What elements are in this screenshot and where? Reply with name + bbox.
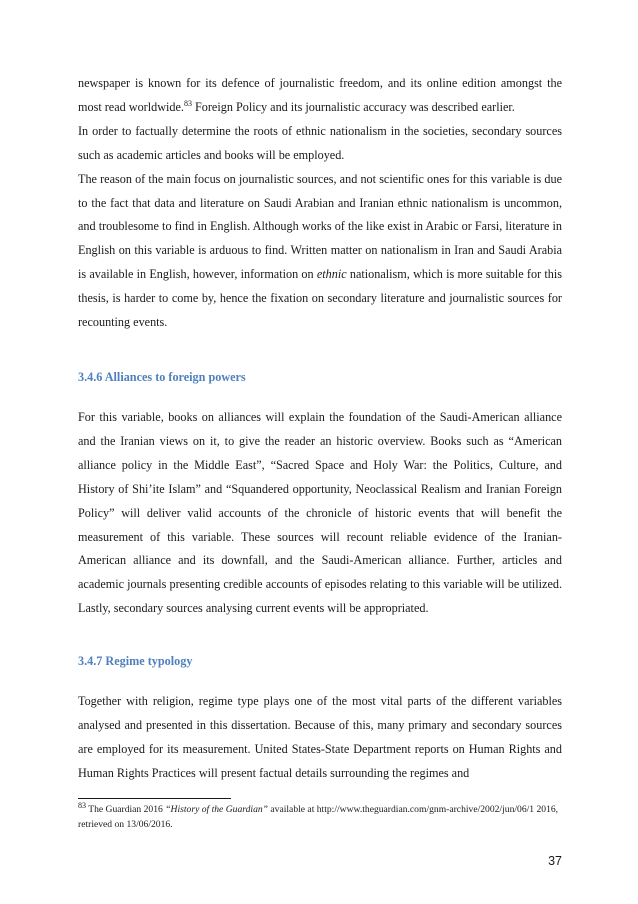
- footnote-number: 83: [78, 800, 86, 810]
- section-heading-regime-typology: 3.4.7 Regime typology: [78, 654, 193, 669]
- footnote-83: [78, 800, 562, 832]
- footnote-text: The Guardian 2016: [86, 804, 166, 815]
- page-number: 37: [548, 854, 562, 868]
- paragraph-alliances: For this variable, books on alliances will explain the foundation of the Saudi-American alliance and the Iranian views on it, to give the reader an historic overview. Books such as “American alliance policy in the Middle East”, “Sacred Space and Holy War: the Politics, Culture, and History of Shi’ite Islam” and “Squandered opportunity, Neoclassical Realism and Iranian Foreign Policy” will deliver valid accounts of the chronicle of historic events that will benefit the measurement of this variable. These sources will recount reliable evidence of the Iranian-American alliance and its downfall, and the Saudi-American alliance. Further, articles and academic journals presenting credible accounts of episodes relating to this variable will be utilized. Lastly, secondary sources analysing current events will be appropriated.: [78, 409, 562, 616]
- footnote-text: available at http://www.theguardian.com/gnm-archive/2002/jun/06/1 2016, retrieved on 13/06/2016.: [78, 804, 559, 830]
- page-body: [78, 72, 562, 786]
- paragraph-journalistic-sources-reason: [78, 168, 562, 335]
- footnote-divider: [78, 798, 231, 799]
- paragraph-guardian-description: [78, 72, 562, 120]
- paragraph-ethnic-nationalism-sources: In order to factually determine the roots of ethnic nationalism in the societies, secondary sources such as academic articles and books will be employed.: [78, 123, 562, 162]
- paragraph-text: The reason of the main focus on journalistic sources, and not scientific ones for this variable is due to the fact that data and literature on Saudi Arabian and Iranian ethnic nationalism is uncommon, and troublesome to find in English. Although works of the like exist in Arabic or Farsi, literature in English on this variable is arduous to find. Written matter on nationalism in Iran and Saudi Arabia is available in English, however, information on: [78, 171, 562, 282]
- footnote-reference[interactable]: 83: [183, 98, 192, 108]
- paragraph-regime-typology: Together with religion, regime type plays one of the most vital parts of the different variables analysed and presented in this dissertation. Because of this, many primary and secondary sources are employed for its measurement. United States-State Department reports on Human Rights and Human Rights Practices will present factual details surrounding the regimes and: [78, 694, 562, 780]
- paragraph-text: Foreign Policy and its journalistic accuracy was described earlier.: [191, 99, 515, 114]
- paragraph-text: newspaper is known for its defence of journalistic freedom, and its online edition amongst the most read worldwide.: [78, 76, 562, 114]
- section-heading-alliances: 3.4.6 Alliances to foreign powers: [78, 369, 246, 384]
- emphasis-text: ethnic: [316, 267, 347, 282]
- footnote-title: “History of the Guardian”: [165, 804, 269, 815]
- paragraph-text: nationalism, which is more suitable for this thesis, is harder to come by, hence the fixation on secondary literature and journalistic sources for recounting events.: [78, 267, 562, 330]
